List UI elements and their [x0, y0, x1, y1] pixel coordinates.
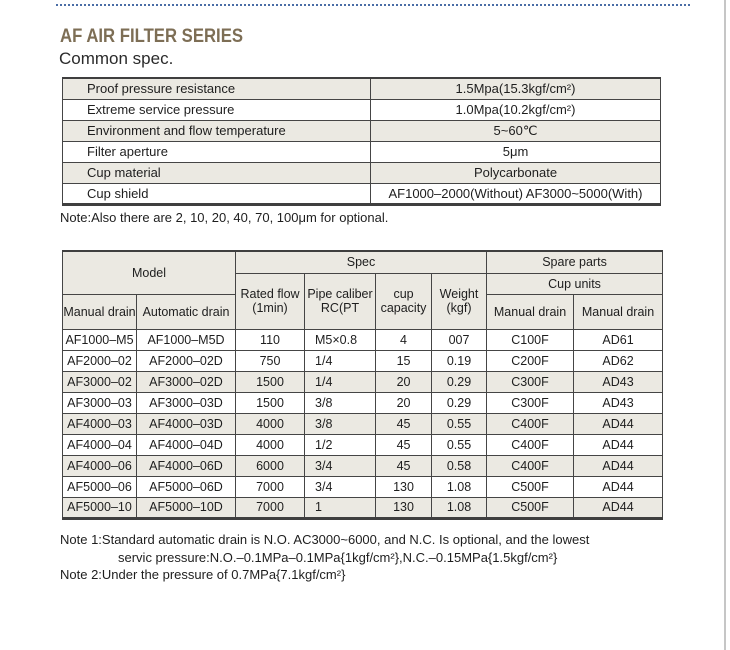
common-spec-row [63, 120, 661, 141]
footnote-2: Note 2:Under the pressure of 0.7MPa{7.1kgf/cm²} [60, 567, 346, 582]
model-spec-cell: 4000 [236, 413, 305, 434]
model-spec-cell: AD44 [574, 434, 663, 455]
col-header-cup-capacity-line1: cup [393, 287, 414, 301]
model-spec-cell: 1500 [236, 371, 305, 392]
spec-value: 5μm [371, 141, 661, 162]
model-spec-cell: 0.55 [432, 434, 487, 455]
model-spec-cell: AD43 [574, 371, 663, 392]
model-spec-cell: AD44 [574, 413, 663, 434]
model-spec-row [63, 434, 663, 455]
col-header-cup-capacity-line2: capacity [380, 301, 427, 315]
common-spec-row [63, 183, 661, 204]
model-spec-cell: 0.58 [432, 455, 487, 476]
model-spec-cell: 1500 [236, 392, 305, 413]
group-header-spec: Spec [236, 251, 487, 273]
model-spec-cell: AF3000–02 [63, 371, 137, 392]
model-spec-row [63, 350, 663, 371]
model-spec-cell: AD44 [574, 497, 663, 518]
section-subtitle: Common spec. [59, 49, 174, 68]
common-spec-row [63, 99, 661, 120]
model-spec-cell: AF4000–03 [63, 413, 137, 434]
header-row-groups [63, 251, 663, 273]
model-spec-row [63, 497, 663, 518]
model-spec-cell: C500F [487, 497, 574, 518]
common-spec-row [63, 141, 661, 162]
spec-label: Filter aperture [63, 141, 371, 162]
model-spec-cell: 0.55 [432, 413, 487, 434]
col-header-manual-drain: Manual drain [63, 294, 137, 329]
model-spec-cell: 1 [305, 497, 376, 518]
col-header-cup-capacity [376, 273, 432, 329]
spec-value: 1.5Mpa(15.3kgf/cm²) [371, 78, 661, 99]
model-spec-cell: AF5000–06D [137, 476, 236, 497]
model-spec-cell: AF3000–03D [137, 392, 236, 413]
model-spec-cell: 3/8 [305, 413, 376, 434]
model-spec-row [63, 371, 663, 392]
model-spec-cell: C100F [487, 329, 574, 350]
model-spec-row [63, 455, 663, 476]
col-header-automatic-drain: Automatic drain [137, 294, 236, 329]
model-spec-cell: 7000 [236, 476, 305, 497]
model-spec-cell: AF3000–03 [63, 392, 137, 413]
page-title: AF AIR FILTER SERIES [60, 26, 243, 47]
model-spec-cell: 750 [236, 350, 305, 371]
col-header-weight-line1: Weight [439, 287, 479, 301]
model-spec-cell: 6000 [236, 455, 305, 476]
dotted-divider-line [56, 4, 690, 6]
model-spec-cell: 1.08 [432, 497, 487, 518]
model-spec-cell: C400F [487, 434, 574, 455]
model-spec-cell: 1/4 [305, 350, 376, 371]
group-header-spare-parts: Spare parts [487, 251, 663, 273]
model-spec-cell: 0.29 [432, 371, 487, 392]
col-header-weight-line2: (kgf) [446, 301, 472, 315]
model-spec-cell: AF3000–02D [137, 371, 236, 392]
spec-label: Proof pressure resistance [63, 78, 371, 99]
col-header-pipe-caliber [305, 273, 376, 329]
footnotes [60, 531, 589, 584]
col-header-spare-manual-drain-2: Manual drain [574, 294, 663, 329]
model-spec-cell: C400F [487, 413, 574, 434]
footnote-1-line1: Note 1:Standard automatic drain is N.O. AC3000~6000, and N.C. Is optional, and the lowest [60, 532, 590, 547]
model-spec-cell: 1.08 [432, 476, 487, 497]
spec-label: Cup shield [63, 183, 371, 204]
model-spec-cell: AF4000–06 [63, 455, 137, 476]
model-spec-cell: C300F [487, 371, 574, 392]
model-spec-cell: AD44 [574, 476, 663, 497]
model-spec-table [62, 250, 663, 520]
model-spec-cell: AF2000–02D [137, 350, 236, 371]
col-header-pipe-caliber-line2: RC(PT [320, 301, 360, 315]
common-spec-note: Note:Also there are 2, 10, 20, 40, 70, 100μm for optional. [60, 210, 389, 225]
model-spec-cell: 130 [376, 497, 432, 518]
model-spec-cell: C500F [487, 476, 574, 497]
group-header-model: Model [63, 251, 236, 294]
model-spec-cell: 4000 [236, 434, 305, 455]
model-spec-cell: 3/4 [305, 455, 376, 476]
model-spec-cell: AF2000–02 [63, 350, 137, 371]
model-spec-cell: AF1000–M5D [137, 329, 236, 350]
model-spec-row [63, 476, 663, 497]
model-spec-cell: 7000 [236, 497, 305, 518]
model-spec-cell: C200F [487, 350, 574, 371]
model-spec-cell: 45 [376, 413, 432, 434]
col-header-rated-flow-line1: Rated flow [240, 287, 300, 301]
model-spec-cell: 130 [376, 476, 432, 497]
model-spec-cell: AD44 [574, 455, 663, 476]
model-spec-cell: AD61 [574, 329, 663, 350]
model-spec-cell: 15 [376, 350, 432, 371]
col-header-rated-flow [236, 273, 305, 329]
model-spec-cell: AF5000–06 [63, 476, 137, 497]
model-spec-cell: 4 [376, 329, 432, 350]
col-header-rated-flow-line2: (1min) [252, 301, 288, 315]
common-spec-table [62, 77, 661, 206]
model-spec-cell: 45 [376, 455, 432, 476]
col-header-pipe-caliber-line1: Pipe caliber [307, 287, 373, 301]
group-header-cup-units: Cup units [487, 273, 663, 294]
model-spec-cell: 3/4 [305, 476, 376, 497]
model-spec-cell: C300F [487, 392, 574, 413]
model-spec-header [63, 251, 663, 329]
model-spec-cell: AD62 [574, 350, 663, 371]
spec-label: Environment and flow temperature [63, 120, 371, 141]
model-spec-cell: C400F [487, 455, 574, 476]
page-edge-line [724, 0, 726, 650]
model-spec-cell: 110 [236, 329, 305, 350]
spec-label: Cup material [63, 162, 371, 183]
model-spec-cell: 007 [432, 329, 487, 350]
model-spec-cell: 1/4 [305, 371, 376, 392]
model-spec-row [63, 329, 663, 350]
col-header-spare-manual-drain-1: Manual drain [487, 294, 574, 329]
col-header-weight [432, 273, 487, 329]
model-spec-cell: 45 [376, 434, 432, 455]
spec-value: 5~60℃ [371, 120, 661, 141]
model-spec-cell: AF4000–03D [137, 413, 236, 434]
common-spec-row [63, 162, 661, 183]
model-spec-row [63, 413, 663, 434]
model-spec-cell: 20 [376, 371, 432, 392]
model-spec-cell: 0.29 [432, 392, 487, 413]
model-spec-tbody [63, 329, 663, 518]
model-spec-cell: AF4000–04D [137, 434, 236, 455]
model-spec-cell: 1/2 [305, 434, 376, 455]
model-spec-cell: AD43 [574, 392, 663, 413]
model-spec-cell: 20 [376, 392, 432, 413]
model-spec-cell: 3/8 [305, 392, 376, 413]
common-spec-tbody [63, 78, 661, 204]
model-spec-cell: AF1000–M5 [63, 329, 137, 350]
spec-value: Polycarbonate [371, 162, 661, 183]
spec-label: Extreme service pressure [63, 99, 371, 120]
footnote-1-line2: servic pressure:N.O.–0.1MPa–0.1MPa{1kgf/cm²},N.C.–0.15MPa{1.5kgf/cm²} [118, 549, 558, 565]
common-spec-row [63, 78, 661, 99]
model-spec-cell: 0.19 [432, 350, 487, 371]
model-spec-row [63, 392, 663, 413]
model-spec-cell: AF4000–06D [137, 455, 236, 476]
model-spec-cell: AF5000–10 [63, 497, 137, 518]
model-spec-cell: M5×0.8 [305, 329, 376, 350]
spec-value: AF1000–2000(Without) AF3000~5000(With) [371, 183, 661, 204]
model-spec-cell: AF5000–10D [137, 497, 236, 518]
model-spec-cell: AF4000–04 [63, 434, 137, 455]
spec-value: 1.0Mpa(10.2kgf/cm²) [371, 99, 661, 120]
